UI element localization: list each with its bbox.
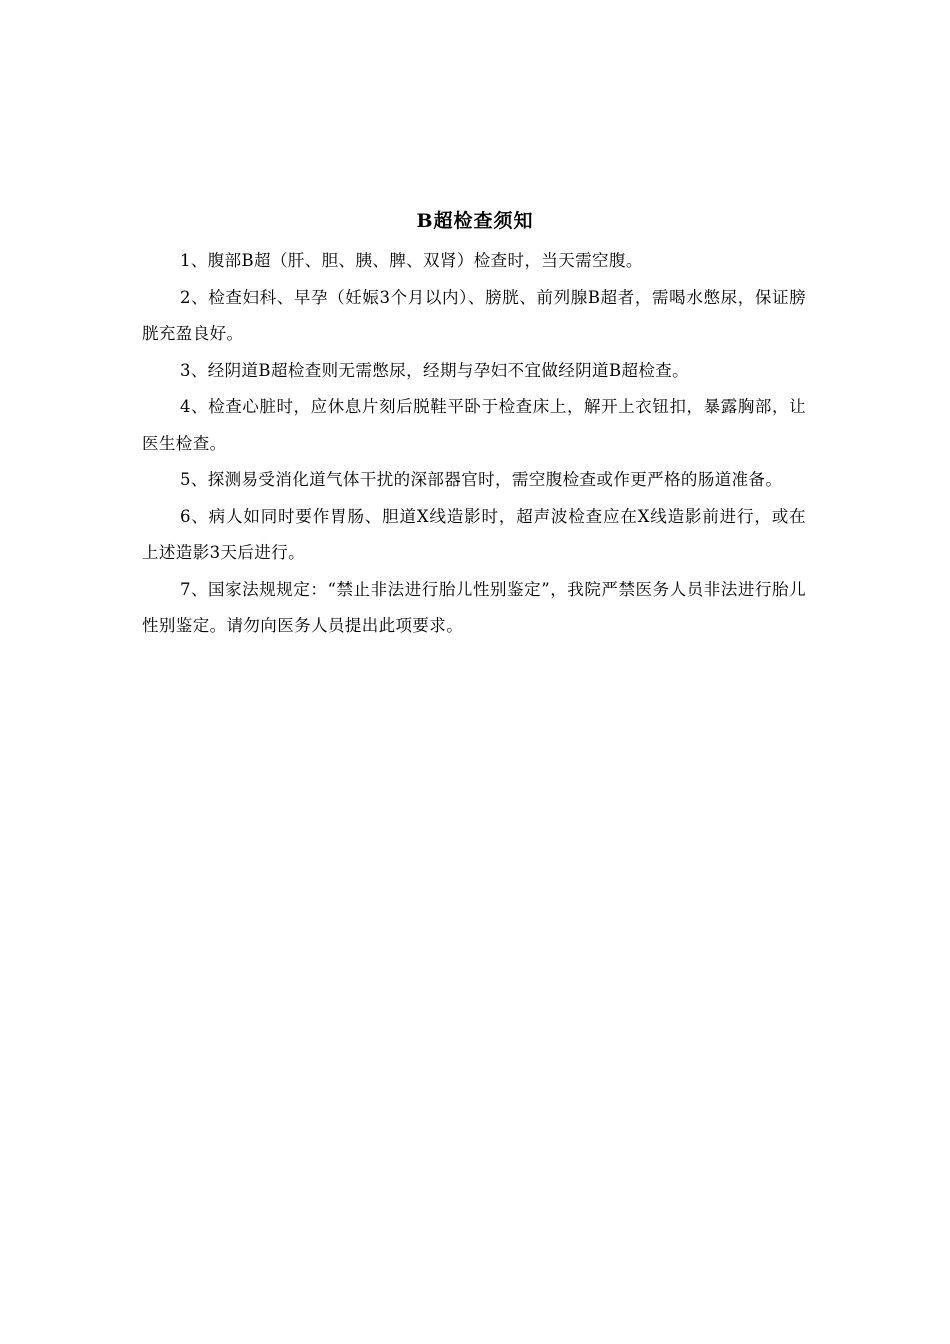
document-body xyxy=(142,243,806,645)
paragraph-4: 4、检查心脏时，应休息片刻后脱鞋平卧于检查床上，解开上衣钮扣，暴露胸部，让医生检查。 xyxy=(142,397,806,453)
document-title: B超检查须知 xyxy=(416,210,534,232)
paragraph-7: 7、国家法规规定：“禁止非法进行胎儿性别鉴定”，我院严禁医务人员非法进行胎儿性别鉴定。请勿向医务人员提出此项要求。 xyxy=(142,579,806,635)
paragraph-1: 1、腹部B超（肝、胆、胰、脾、双肾）检查时，当天需空腹。 xyxy=(179,251,643,270)
paragraph-2: 2、检查妇科、早孕（妊娠3个月以内）、膀胱、前列腺B超者，需喝水憋尿，保证膀胱充盈良好。 xyxy=(142,287,806,343)
paragraph-6: 6、病人如同时要作胃肠、胆道X线造影时，超声波检查应在X线造影前进行，或在上述造影3天后进行。 xyxy=(142,506,806,562)
paragraph-5: 5、探测易受消化道气体干扰的深部器官时，需空腹检查或作更严格的肠道准备。 xyxy=(179,470,783,489)
paragraph-3: 3、经阴道B超检查则无需憋尿，经期与孕妇不宜做经阴道B超检查。 xyxy=(179,360,690,380)
